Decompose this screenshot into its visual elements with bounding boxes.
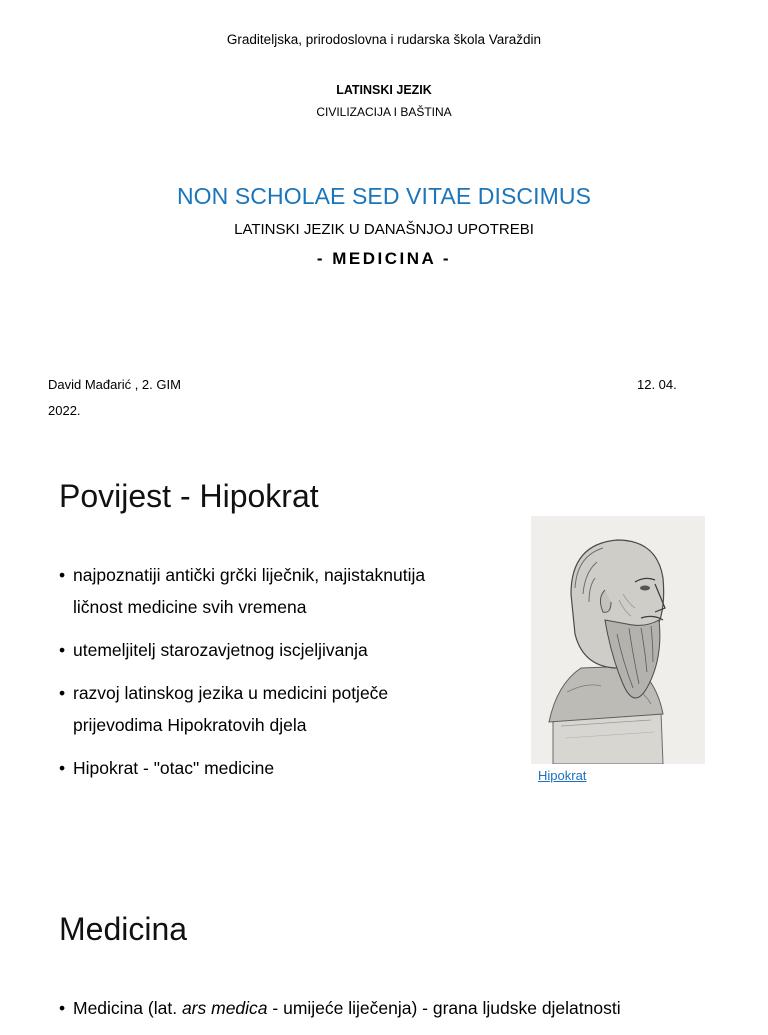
document-title: NON SCHOLAE SED VITAE DISCIMUS (176, 183, 592, 209)
list-item (59, 677, 499, 741)
bullet-glyph: • (59, 640, 66, 660)
bullet-text: prijevodima Hipokratovih djela (73, 715, 307, 735)
document-topic: - MEDICINA - (316, 249, 452, 268)
bullet-text: Hipokrat - "otac" medicine (73, 758, 275, 778)
list-item (59, 992, 759, 1024)
slide-title-medicine: Medicina (59, 911, 188, 947)
list-item (59, 752, 499, 784)
date-part-2: 2022. (48, 403, 81, 418)
bullet-text: Medicina (lat. (73, 998, 182, 1018)
list-item (59, 559, 499, 623)
school-name: Graditeljska, prirodoslovna i rudarska škola Varaždin (226, 32, 542, 47)
list-item (59, 634, 499, 666)
bullet-text-latin: ars medica (181, 998, 268, 1018)
hippocrates-portrait-image (531, 516, 705, 764)
document-subtitle: LATINSKI JEZIK U DANAŠNJOJ UPOTREBI (234, 221, 534, 238)
date-part-1: 12. 04. (637, 377, 677, 392)
bullet-glyph: • (59, 758, 66, 778)
bullet-text: utemeljitelj starozavjetnog iscjeljivanja (73, 640, 368, 660)
slide-title-history: Povijest - Hipokrat (59, 478, 319, 514)
history-bullet-list (59, 559, 499, 795)
bullet-text: razvoj latinskog jezika u medicini potječe (73, 683, 389, 703)
bullet-text: - umijeće liječenja) - grana ljudske djelatnosti (267, 998, 621, 1018)
bullet-text: ličnost medicine svih vremena (73, 597, 307, 617)
bullet-glyph: • (59, 998, 66, 1018)
author-line: David Mađarić , 2. GIM (48, 377, 181, 392)
bullet-text: najpoznatiji antički grčki liječnik, najistaknutija (73, 565, 426, 585)
bullet-glyph: • (59, 683, 66, 703)
image-caption-link[interactable]: Hipokrat (538, 768, 587, 783)
medicine-bullet-list (59, 992, 759, 1035)
bullet-glyph: • (59, 565, 66, 585)
subject-heading: LATINSKI JEZIK (336, 83, 432, 97)
subject-subheading: CIVILIZACIJA I BAŠTINA (316, 105, 452, 119)
